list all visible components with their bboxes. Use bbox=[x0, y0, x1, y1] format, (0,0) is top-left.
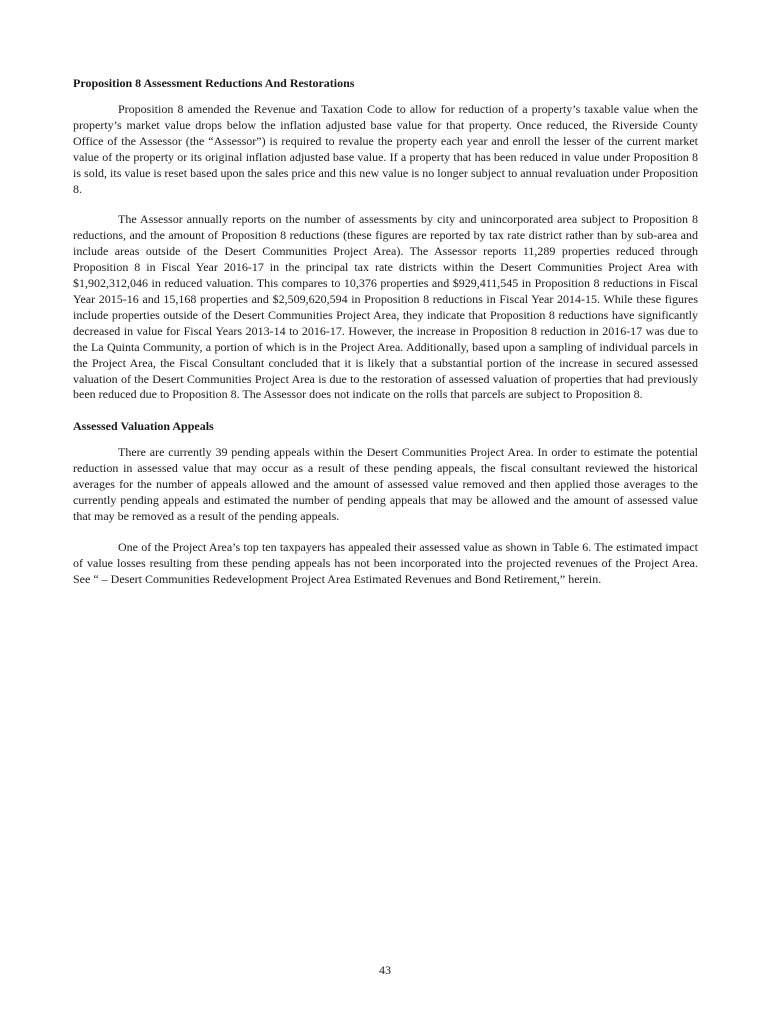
section-heading: Proposition 8 Assessment Reductions And Restorations bbox=[73, 76, 355, 90]
paragraph: Proposition 8 amended the Revenue and Taxation Code to allow for reduction of a property’s taxable value when the property’s market value drops below the inflation adjusted base value for that property. Once reduced, the Riverside County Office of the Assessor (the “Assessor”) is required to revalue the property each year and enroll the lesser of the current market value of the property or its original inflation adjusted base value. If a property that has been reduced in value under Proposition 8 is sold, its value is reset based upon the sales price and this new value is no longer subject to annual revaluation under Proposition 8. bbox=[73, 102, 698, 196]
paragraph: There are currently 39 pending appeals within the Desert Communities Project Area. In order to estimate the potential reduction in assessed value that may occur as a result of these pending appeals, the fiscal consultant reviewed the historical averages for the number of appeals allowed and the amount of assessed value removed and then applied those averages to the currently pending appeals and estimated the number of pending appeals that may be allowed and the amount of assessed value that may be removed as a result of the pending appeals. bbox=[73, 445, 698, 523]
page-number: 43 bbox=[379, 963, 391, 977]
paragraph: One of the Project Area’s top ten taxpayers has appealed their assessed value as shown in Table 6. The estimated impact of value losses resulting from these pending appeals has not been incorporated into the projected revenues of the Project Area. See “ – Desert Communities Redevelopment Project Area Estimated Revenues and Bond Retirement,” herein. bbox=[73, 539, 698, 586]
section-proposition-8 bbox=[73, 75, 698, 403]
section-assessed-valuation-appeals bbox=[73, 418, 698, 587]
page-content bbox=[73, 75, 698, 603]
paragraph: The Assessor annually reports on the number of assessments by city and unincorporated area subject to Proposition 8 reductions, and the amount of Proposition 8 reductions (these figures are reported by tax rate district rather than by sub-area and include areas outside of the Desert Communities Project Area). The Assessor reports 11,289 properties reduced through Proposition 8 in Fiscal Year 2016-17 in the principal tax rate districts within the Desert Communities Project Area with $1,902,312,046 in reduced valuation. This compares to 10,376 properties and $929,411,545 in Proposition 8 reductions in Fiscal Year 2015-16 and 15,168 properties and $2,509,620,594 in Proposition 8 reductions in Fiscal Year 2014-15. While these figures include properties outside of the Desert Communities Project Area, they indicate that Proposition 8 reductions have significantly decreased in value for Fiscal Years 2013-14 to 2016-17. However, the increase in Proposition 8 reduction in 2016-17 was due to the La Quinta Community, a portion of which is in the Project Area. Additionally, based upon a sampling of individual parcels in the Project Area, the Fiscal Consultant concluded that it is likely that a substantial portion of the increase in secured assessed valuation of the Desert Communities Project Area is due to the restoration of assessed valuation of properties that had previously been reduced due to Proposition 8. The Assessor does not indicate on the rolls that parcels are subject to Proposition 8. bbox=[73, 212, 698, 402]
section-heading: Assessed Valuation Appeals bbox=[73, 419, 214, 434]
